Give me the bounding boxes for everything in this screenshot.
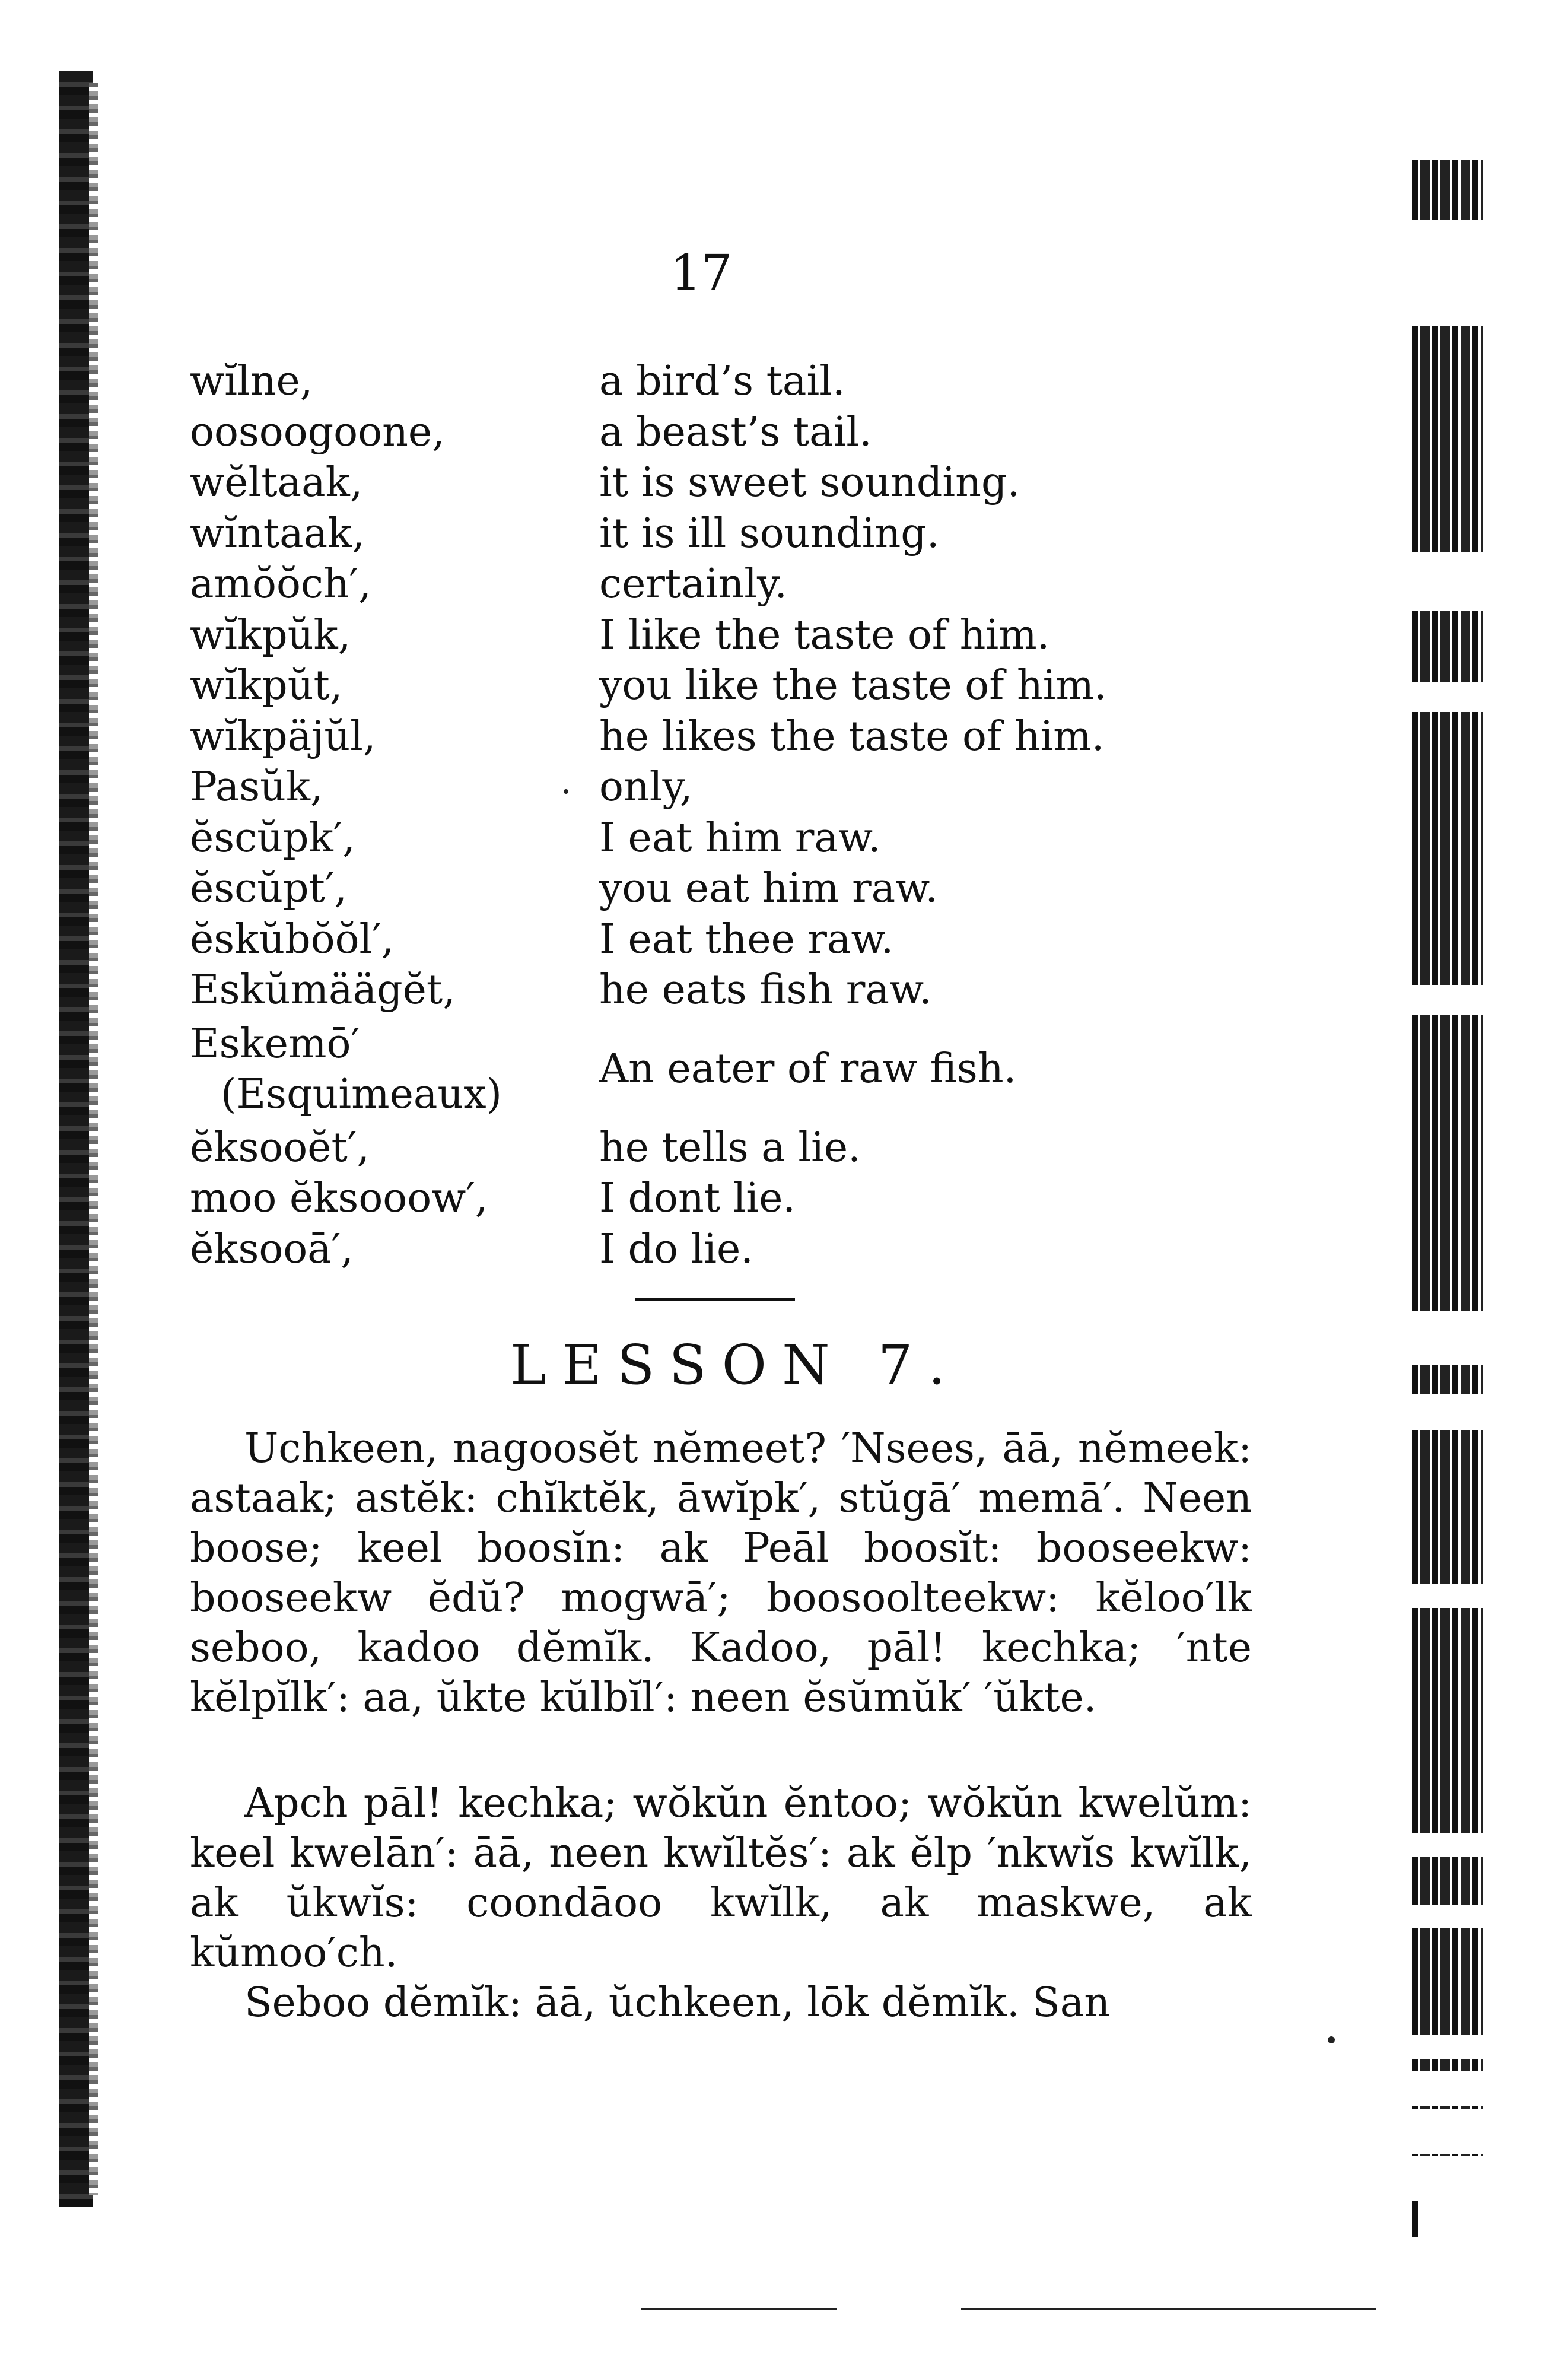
vocab-term: ĕksooā′, — [190, 1225, 354, 1273]
vocab-meaning: he eats fish raw. — [599, 967, 932, 1014]
vocab-term: wĭkpŭt, — [190, 662, 343, 710]
vocab-meaning: certainly. — [599, 561, 787, 608]
page-number: 17 — [670, 245, 733, 301]
vocab-row — [190, 1224, 1317, 1275]
vocab-row — [190, 508, 1317, 560]
vocab-row — [190, 863, 1317, 914]
vocab-meaning: it is sweet sounding. — [599, 459, 1020, 507]
vocab-row — [190, 711, 1317, 762]
vocab-row — [190, 610, 1317, 661]
vocab-row — [190, 559, 1317, 610]
vocab-meaning: he tells a lie. — [599, 1124, 861, 1171]
scan-footer-line-1 — [641, 2308, 837, 2310]
vocab-term: wĭntaak, — [190, 510, 365, 557]
vocab-term: wĭlne, — [190, 358, 313, 405]
section-divider — [635, 1298, 795, 1301]
vocab-row — [190, 660, 1317, 711]
vocab-meaning: I like the taste of him. — [599, 611, 1050, 659]
vocab-row — [190, 914, 1317, 965]
lesson-paragraph: Apch pāl! kechka; wŏkŭn ĕntoo; wŏkŭn kwelŭm: keel kwelān′: āā, neen kwĭltĕs′: ak ĕlp ′nkwĭs kwĭlk, ak ŭkwĭs: coondāoo kwĭlk, ak maskwe, ak kŭmoo′ch. — [190, 1780, 1252, 1976]
vocab-term: wĭkpŭk, — [190, 611, 351, 659]
vocab-term: ĕscŭpk′, — [190, 814, 355, 862]
vocab-row — [190, 457, 1317, 508]
scan-footer-line-2 — [961, 2308, 1376, 2310]
scan-edge-left — [59, 71, 93, 2207]
vocab-term: moo ĕksooow′, — [190, 1175, 488, 1222]
vocabulary-list — [190, 356, 1317, 1274]
vocab-term-line2: (Esquimeaux) — [221, 1070, 502, 1118]
vocab-meaning: I eat him raw. — [599, 814, 881, 862]
lesson-paragraph: Uchkeen, nagoosĕt nĕmeet? ′Nsees, āā, nĕmeek: astaak; astĕk: chĭktĕk, āwĭpk′, stŭgā′ memā′. Neen boose; keel boosĭn: ak Peāl boosĭt: booseekw: booseekw ĕdŭ? mogwā′; boosoolteekw: kĕloo′lk seboo, kadoo dĕmĭk. Kadoo, pāl! kechka; ′nte kĕlpĭlk′: aa, ŭkte kŭlbĭl′: neen ĕsŭmŭk′ ′ŭkte. — [190, 1425, 1252, 1721]
vocab-row — [190, 1123, 1317, 1174]
vocab-term: amŏŏch′, — [190, 561, 371, 608]
vocab-term: wĭkpäjŭl, — [190, 713, 376, 760]
vocab-term: oosoogoone, — [190, 408, 445, 456]
vocab-row — [190, 965, 1317, 1016]
vocab-row — [190, 1016, 1317, 1123]
vocab-meaning: I dont lie. — [599, 1175, 796, 1222]
vocab-row — [190, 407, 1317, 458]
vocab-meaning: only, — [599, 764, 693, 811]
scan-dot — [1328, 2036, 1335, 2043]
vocab-meaning: a beast’s tail. — [599, 408, 872, 456]
vocab-term-line1: Eskemō′ — [190, 1020, 360, 1067]
vocab-row — [190, 813, 1317, 864]
vocab-meaning: a bird’s tail. — [599, 358, 845, 405]
scan-edge-right — [1412, 89, 1483, 2332]
vocab-meaning: you eat him raw. — [599, 865, 938, 913]
lesson-paragraph: Seboo dĕmĭk: āā, ŭchkeen, lōk dĕmĭk. San — [244, 1979, 1111, 2026]
vocab-row — [190, 762, 1317, 813]
vocab-meaning: I eat thee raw. — [599, 916, 894, 963]
vocab-meaning: you like the taste of him. — [599, 662, 1107, 710]
vocab-meaning: it is ill sounding. — [599, 510, 940, 557]
vocab-term — [190, 1019, 599, 1120]
scan-edge-left-inner — [89, 83, 98, 2195]
vocab-term: Pasŭk, — [190, 764, 323, 811]
vocab-term: ĕskŭbŏŏl′, — [190, 916, 395, 963]
vocab-term: wĕltaak, — [190, 459, 363, 507]
vocab-meaning: he likes the taste of him. — [599, 713, 1105, 760]
lesson-heading: LESSON 7. — [510, 1333, 961, 1397]
vocab-meaning: An eater of raw fish. — [599, 1045, 1017, 1092]
vocab-meaning: I do lie. — [599, 1225, 753, 1273]
vocab-term: ĕksooĕt′, — [190, 1124, 370, 1171]
vocab-term: Eskŭmäägĕt, — [190, 967, 456, 1014]
vocab-row — [190, 356, 1317, 407]
vocab-term: ĕscŭpt′, — [190, 865, 347, 913]
vocab-row — [190, 1173, 1317, 1224]
